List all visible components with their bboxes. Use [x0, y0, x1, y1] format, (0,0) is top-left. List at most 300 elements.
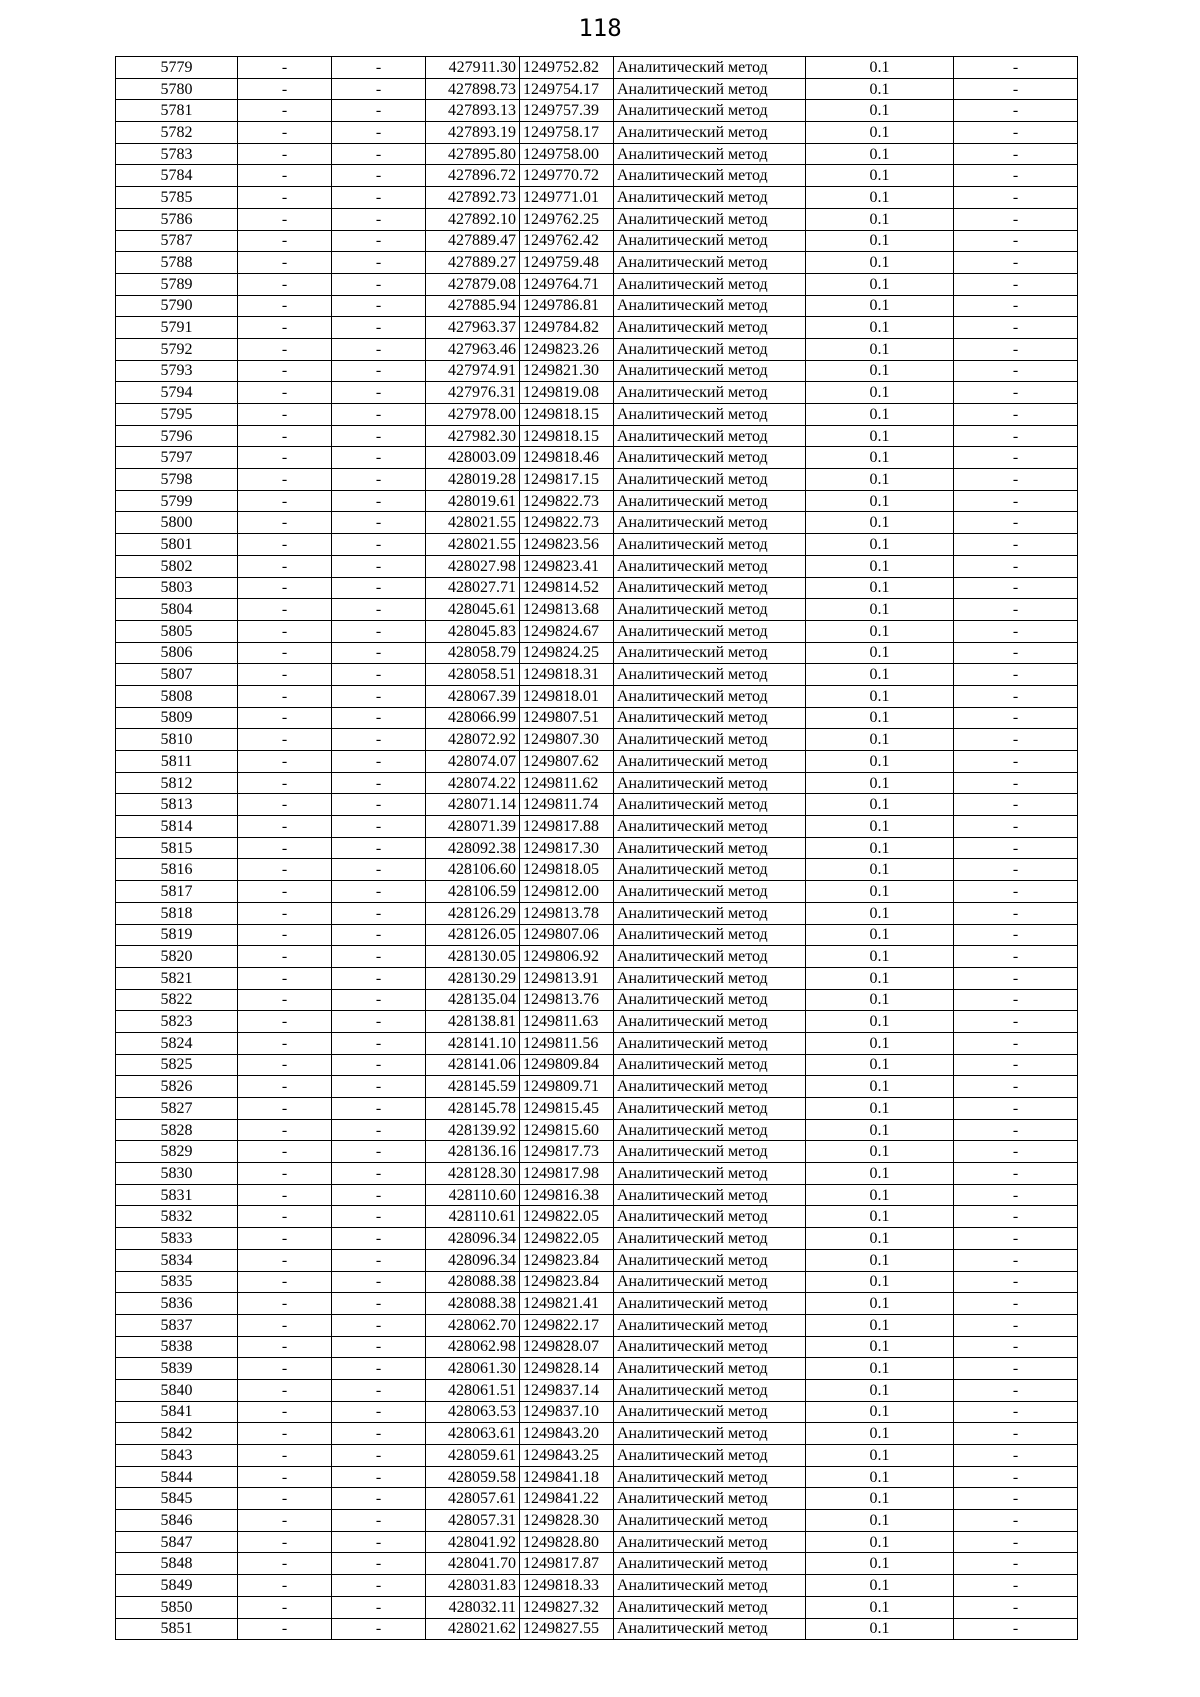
accuracy-cell: 0.1 — [806, 881, 954, 903]
dash-cell: - — [238, 1206, 332, 1228]
table-row — [116, 360, 1078, 382]
accuracy-cell: 0.1 — [806, 577, 954, 599]
y-coordinate-cell: 1249758.00 — [520, 143, 614, 165]
y-coordinate-cell: 1249828.14 — [520, 1358, 614, 1380]
dash-cell: - — [332, 100, 426, 122]
accuracy-cell: 0.1 — [806, 816, 954, 838]
point-number-cell: 5780 — [116, 78, 238, 100]
dash-cell: - — [954, 1358, 1078, 1380]
dash-cell: - — [238, 1596, 332, 1618]
method-cell: Аналитический метод — [614, 165, 806, 187]
dash-cell: - — [238, 1314, 332, 1336]
point-number-cell: 5785 — [116, 187, 238, 209]
dash-cell: - — [332, 1293, 426, 1315]
method-cell: Аналитический метод — [614, 577, 806, 599]
x-coordinate-cell: 428106.60 — [426, 859, 520, 881]
y-coordinate-cell: 1249807.62 — [520, 751, 614, 773]
table-row — [116, 881, 1078, 903]
x-coordinate-cell: 428059.58 — [426, 1466, 520, 1488]
dash-cell: - — [332, 1401, 426, 1423]
method-cell: Аналитический метод — [614, 1314, 806, 1336]
table-row — [116, 1314, 1078, 1336]
method-cell: Аналитический метод — [614, 1206, 806, 1228]
method-cell: Аналитический метод — [614, 946, 806, 968]
table-row — [116, 1445, 1078, 1467]
dash-cell: - — [332, 881, 426, 903]
dash-cell: - — [332, 1184, 426, 1206]
coordinates-table — [115, 56, 1078, 1640]
dash-cell: - — [954, 1206, 1078, 1228]
method-cell: Аналитический метод — [614, 1011, 806, 1033]
dash-cell: - — [238, 360, 332, 382]
point-number-cell: 5824 — [116, 1032, 238, 1054]
x-coordinate-cell: 428145.59 — [426, 1076, 520, 1098]
table-row — [116, 1358, 1078, 1380]
dash-cell: - — [954, 642, 1078, 664]
method-cell: Аналитический метод — [614, 837, 806, 859]
point-number-cell: 5786 — [116, 208, 238, 230]
table-row — [116, 1466, 1078, 1488]
accuracy-cell: 0.1 — [806, 1553, 954, 1575]
accuracy-cell: 0.1 — [806, 57, 954, 79]
dash-cell: - — [238, 143, 332, 165]
point-number-cell: 5797 — [116, 447, 238, 469]
table-row — [116, 1249, 1078, 1271]
method-cell: Аналитический метод — [614, 100, 806, 122]
point-number-cell: 5808 — [116, 685, 238, 707]
dash-cell: - — [954, 881, 1078, 903]
y-coordinate-cell: 1249817.73 — [520, 1141, 614, 1163]
accuracy-cell: 0.1 — [806, 1423, 954, 1445]
accuracy-cell: 0.1 — [806, 165, 954, 187]
point-number-cell: 5810 — [116, 729, 238, 751]
accuracy-cell: 0.1 — [806, 252, 954, 274]
dash-cell: - — [238, 967, 332, 989]
dash-cell: - — [332, 1141, 426, 1163]
table-row — [116, 122, 1078, 144]
dash-cell: - — [332, 816, 426, 838]
accuracy-cell: 0.1 — [806, 1271, 954, 1293]
method-cell: Аналитический метод — [614, 664, 806, 686]
dash-cell: - — [238, 57, 332, 79]
dash-cell: - — [332, 1510, 426, 1532]
y-coordinate-cell: 1249823.26 — [520, 338, 614, 360]
table-row — [116, 1336, 1078, 1358]
point-number-cell: 5788 — [116, 252, 238, 274]
dash-cell: - — [332, 1249, 426, 1271]
dash-cell: - — [954, 1401, 1078, 1423]
method-cell: Аналитический метод — [614, 1423, 806, 1445]
table-row — [116, 707, 1078, 729]
x-coordinate-cell: 428041.92 — [426, 1531, 520, 1553]
dash-cell: - — [332, 577, 426, 599]
table-row — [116, 642, 1078, 664]
method-cell: Аналитический метод — [614, 273, 806, 295]
x-coordinate-cell: 428138.81 — [426, 1011, 520, 1033]
method-cell: Аналитический метод — [614, 230, 806, 252]
x-coordinate-cell: 428136.16 — [426, 1141, 520, 1163]
y-coordinate-cell: 1249807.06 — [520, 924, 614, 946]
table-row — [116, 447, 1078, 469]
dash-cell: - — [954, 989, 1078, 1011]
point-number-cell: 5820 — [116, 946, 238, 968]
dash-cell: - — [238, 1228, 332, 1250]
method-cell: Аналитический метод — [614, 1618, 806, 1640]
point-number-cell: 5844 — [116, 1466, 238, 1488]
accuracy-cell: 0.1 — [806, 382, 954, 404]
dash-cell: - — [954, 469, 1078, 491]
accuracy-cell: 0.1 — [806, 1163, 954, 1185]
method-cell: Аналитический метод — [614, 143, 806, 165]
table-row — [116, 1488, 1078, 1510]
dash-cell: - — [954, 967, 1078, 989]
dash-cell: - — [954, 382, 1078, 404]
x-coordinate-cell: 428071.39 — [426, 816, 520, 838]
y-coordinate-cell: 1249811.56 — [520, 1032, 614, 1054]
method-cell: Аналитический метод — [614, 1076, 806, 1098]
dash-cell: - — [954, 1575, 1078, 1597]
table-row — [116, 469, 1078, 491]
method-cell: Аналитический метод — [614, 1488, 806, 1510]
point-number-cell: 5815 — [116, 837, 238, 859]
point-number-cell: 5801 — [116, 534, 238, 556]
dash-cell: - — [954, 1249, 1078, 1271]
dash-cell: - — [238, 664, 332, 686]
y-coordinate-cell: 1249758.17 — [520, 122, 614, 144]
method-cell: Аналитический метод — [614, 707, 806, 729]
accuracy-cell: 0.1 — [806, 1510, 954, 1532]
point-number-cell: 5827 — [116, 1098, 238, 1120]
accuracy-cell: 0.1 — [806, 425, 954, 447]
table-row — [116, 1531, 1078, 1553]
dash-cell: - — [238, 425, 332, 447]
dash-cell: - — [332, 122, 426, 144]
accuracy-cell: 0.1 — [806, 1336, 954, 1358]
dash-cell: - — [332, 772, 426, 794]
table-row — [116, 1163, 1078, 1185]
dash-cell: - — [954, 1076, 1078, 1098]
method-cell: Аналитический метод — [614, 490, 806, 512]
table-row — [116, 620, 1078, 642]
dash-cell: - — [238, 165, 332, 187]
dash-cell: - — [238, 816, 332, 838]
dash-cell: - — [238, 1271, 332, 1293]
y-coordinate-cell: 1249784.82 — [520, 317, 614, 339]
dash-cell: - — [954, 512, 1078, 534]
x-coordinate-cell: 427911.30 — [426, 57, 520, 79]
method-cell: Аналитический метод — [614, 1401, 806, 1423]
dash-cell: - — [332, 1488, 426, 1510]
dash-cell: - — [332, 1119, 426, 1141]
y-coordinate-cell: 1249816.38 — [520, 1184, 614, 1206]
point-number-cell: 5817 — [116, 881, 238, 903]
dash-cell: - — [332, 1054, 426, 1076]
dash-cell: - — [332, 187, 426, 209]
x-coordinate-cell: 428130.05 — [426, 946, 520, 968]
table-row — [116, 404, 1078, 426]
accuracy-cell: 0.1 — [806, 989, 954, 1011]
accuracy-cell: 0.1 — [806, 1596, 954, 1618]
y-coordinate-cell: 1249770.72 — [520, 165, 614, 187]
accuracy-cell: 0.1 — [806, 273, 954, 295]
x-coordinate-cell: 428058.51 — [426, 664, 520, 686]
y-coordinate-cell: 1249828.07 — [520, 1336, 614, 1358]
table-row — [116, 512, 1078, 534]
dash-cell: - — [332, 1076, 426, 1098]
y-coordinate-cell: 1249762.42 — [520, 230, 614, 252]
accuracy-cell: 0.1 — [806, 1445, 954, 1467]
x-coordinate-cell: 427892.73 — [426, 187, 520, 209]
method-cell: Аналитический метод — [614, 360, 806, 382]
dash-cell: - — [954, 555, 1078, 577]
dash-cell: - — [332, 555, 426, 577]
accuracy-cell: 0.1 — [806, 534, 954, 556]
dash-cell: - — [954, 1531, 1078, 1553]
dash-cell: - — [332, 534, 426, 556]
method-cell: Аналитический метод — [614, 1184, 806, 1206]
x-coordinate-cell: 427976.31 — [426, 382, 520, 404]
method-cell: Аналитический метод — [614, 1379, 806, 1401]
point-number-cell: 5843 — [116, 1445, 238, 1467]
dash-cell: - — [954, 490, 1078, 512]
method-cell: Аналитический метод — [614, 902, 806, 924]
table-row — [116, 1098, 1078, 1120]
accuracy-cell: 0.1 — [806, 729, 954, 751]
dash-cell: - — [238, 620, 332, 642]
x-coordinate-cell: 427889.27 — [426, 252, 520, 274]
accuracy-cell: 0.1 — [806, 230, 954, 252]
point-number-cell: 5796 — [116, 425, 238, 447]
dash-cell: - — [954, 707, 1078, 729]
point-number-cell: 5803 — [116, 577, 238, 599]
accuracy-cell: 0.1 — [806, 122, 954, 144]
table-row — [116, 1575, 1078, 1597]
dash-cell: - — [954, 1119, 1078, 1141]
x-coordinate-cell: 428074.22 — [426, 772, 520, 794]
dash-cell: - — [954, 78, 1078, 100]
point-number-cell: 5837 — [116, 1314, 238, 1336]
y-coordinate-cell: 1249817.15 — [520, 469, 614, 491]
x-coordinate-cell: 428062.98 — [426, 1336, 520, 1358]
accuracy-cell: 0.1 — [806, 143, 954, 165]
dash-cell: - — [332, 664, 426, 686]
dash-cell: - — [238, 881, 332, 903]
dash-cell: - — [332, 447, 426, 469]
dash-cell: - — [954, 1618, 1078, 1640]
method-cell: Аналитический метод — [614, 816, 806, 838]
dash-cell: - — [954, 122, 1078, 144]
dash-cell: - — [332, 707, 426, 729]
point-number-cell: 5826 — [116, 1076, 238, 1098]
accuracy-cell: 0.1 — [806, 1314, 954, 1336]
point-number-cell: 5802 — [116, 555, 238, 577]
table-row — [116, 534, 1078, 556]
dash-cell: - — [954, 1228, 1078, 1250]
table-row — [116, 78, 1078, 100]
method-cell: Аналитический метод — [614, 512, 806, 534]
table-row — [116, 664, 1078, 686]
table-row — [116, 946, 1078, 968]
dash-cell: - — [238, 837, 332, 859]
accuracy-cell: 0.1 — [806, 967, 954, 989]
dash-cell: - — [238, 490, 332, 512]
method-cell: Аналитический метод — [614, 794, 806, 816]
accuracy-cell: 0.1 — [806, 1575, 954, 1597]
y-coordinate-cell: 1249822.05 — [520, 1206, 614, 1228]
dash-cell: - — [238, 382, 332, 404]
dash-cell: - — [332, 382, 426, 404]
dash-cell: - — [238, 729, 332, 751]
table-row — [116, 1618, 1078, 1640]
dash-cell: - — [332, 273, 426, 295]
method-cell: Аналитический метод — [614, 1098, 806, 1120]
x-coordinate-cell: 427974.91 — [426, 360, 520, 382]
dash-cell: - — [332, 1531, 426, 1553]
dash-cell: - — [238, 317, 332, 339]
dash-cell: - — [954, 1596, 1078, 1618]
table-row — [116, 1401, 1078, 1423]
point-number-cell: 5809 — [116, 707, 238, 729]
table-row — [116, 967, 1078, 989]
accuracy-cell: 0.1 — [806, 946, 954, 968]
dash-cell: - — [238, 1488, 332, 1510]
x-coordinate-cell: 427898.73 — [426, 78, 520, 100]
accuracy-cell: 0.1 — [806, 1119, 954, 1141]
point-number-cell: 5829 — [116, 1141, 238, 1163]
y-coordinate-cell: 1249822.05 — [520, 1228, 614, 1250]
point-number-cell: 5819 — [116, 924, 238, 946]
y-coordinate-cell: 1249824.67 — [520, 620, 614, 642]
dash-cell: - — [332, 1358, 426, 1380]
dash-cell: - — [238, 685, 332, 707]
dash-cell: - — [332, 1163, 426, 1185]
dash-cell: - — [954, 1336, 1078, 1358]
point-number-cell: 5812 — [116, 772, 238, 794]
point-number-cell: 5818 — [116, 902, 238, 924]
accuracy-cell: 0.1 — [806, 924, 954, 946]
y-coordinate-cell: 1249823.56 — [520, 534, 614, 556]
dash-cell: - — [332, 685, 426, 707]
y-coordinate-cell: 1249818.01 — [520, 685, 614, 707]
accuracy-cell: 0.1 — [806, 512, 954, 534]
accuracy-cell: 0.1 — [806, 642, 954, 664]
dash-cell: - — [238, 338, 332, 360]
point-number-cell: 5816 — [116, 859, 238, 881]
y-coordinate-cell: 1249823.41 — [520, 555, 614, 577]
table-row — [116, 490, 1078, 512]
dash-cell: - — [954, 360, 1078, 382]
dash-cell: - — [332, 729, 426, 751]
dash-cell: - — [332, 317, 426, 339]
accuracy-cell: 0.1 — [806, 1379, 954, 1401]
x-coordinate-cell: 428067.39 — [426, 685, 520, 707]
dash-cell: - — [954, 772, 1078, 794]
y-coordinate-cell: 1249843.25 — [520, 1445, 614, 1467]
dash-cell: - — [238, 1510, 332, 1532]
accuracy-cell: 0.1 — [806, 490, 954, 512]
table-row — [116, 1423, 1078, 1445]
table-row — [116, 1119, 1078, 1141]
method-cell: Аналитический метод — [614, 620, 806, 642]
dash-cell: - — [238, 1098, 332, 1120]
y-coordinate-cell: 1249762.25 — [520, 208, 614, 230]
dash-cell: - — [332, 165, 426, 187]
x-coordinate-cell: 427879.08 — [426, 273, 520, 295]
dash-cell: - — [954, 664, 1078, 686]
x-coordinate-cell: 428071.14 — [426, 794, 520, 816]
y-coordinate-cell: 1249843.20 — [520, 1423, 614, 1445]
method-cell: Аналитический метод — [614, 1141, 806, 1163]
accuracy-cell: 0.1 — [806, 1531, 954, 1553]
method-cell: Аналитический метод — [614, 252, 806, 274]
point-number-cell: 5842 — [116, 1423, 238, 1445]
method-cell: Аналитический метод — [614, 924, 806, 946]
dash-cell: - — [238, 1184, 332, 1206]
method-cell: Аналитический метод — [614, 1032, 806, 1054]
dash-cell: - — [332, 512, 426, 534]
accuracy-cell: 0.1 — [806, 1076, 954, 1098]
dash-cell: - — [954, 1445, 1078, 1467]
x-coordinate-cell: 427982.30 — [426, 425, 520, 447]
accuracy-cell: 0.1 — [806, 1228, 954, 1250]
method-cell: Аналитический метод — [614, 1553, 806, 1575]
method-cell: Аналитический метод — [614, 338, 806, 360]
y-coordinate-cell: 1249813.91 — [520, 967, 614, 989]
point-number-cell: 5783 — [116, 143, 238, 165]
accuracy-cell: 0.1 — [806, 599, 954, 621]
dash-cell: - — [238, 534, 332, 556]
dash-cell: - — [332, 1466, 426, 1488]
y-coordinate-cell: 1249837.10 — [520, 1401, 614, 1423]
dash-cell: - — [332, 902, 426, 924]
point-number-cell: 5789 — [116, 273, 238, 295]
table-row — [116, 1054, 1078, 1076]
accuracy-cell: 0.1 — [806, 469, 954, 491]
point-number-cell: 5800 — [116, 512, 238, 534]
method-cell: Аналитический метод — [614, 1510, 806, 1532]
dash-cell: - — [954, 685, 1078, 707]
x-coordinate-cell: 428057.31 — [426, 1510, 520, 1532]
dash-cell: - — [332, 1379, 426, 1401]
dash-cell: - — [238, 1445, 332, 1467]
dash-cell: - — [238, 100, 332, 122]
point-number-cell: 5831 — [116, 1184, 238, 1206]
table-row — [116, 1206, 1078, 1228]
x-coordinate-cell: 427963.46 — [426, 338, 520, 360]
y-coordinate-cell: 1249821.30 — [520, 360, 614, 382]
dash-cell: - — [238, 252, 332, 274]
point-number-cell: 5846 — [116, 1510, 238, 1532]
dash-cell: - — [332, 642, 426, 664]
dash-cell: - — [954, 295, 1078, 317]
point-number-cell: 5821 — [116, 967, 238, 989]
dash-cell: - — [238, 707, 332, 729]
x-coordinate-cell: 428032.11 — [426, 1596, 520, 1618]
table-row — [116, 1379, 1078, 1401]
table-row — [116, 837, 1078, 859]
y-coordinate-cell: 1249818.15 — [520, 425, 614, 447]
table-row — [116, 1141, 1078, 1163]
x-coordinate-cell: 428027.98 — [426, 555, 520, 577]
x-coordinate-cell: 428139.92 — [426, 1119, 520, 1141]
accuracy-cell: 0.1 — [806, 1401, 954, 1423]
accuracy-cell: 0.1 — [806, 1098, 954, 1120]
method-cell: Аналитический метод — [614, 534, 806, 556]
dash-cell: - — [238, 122, 332, 144]
dash-cell: - — [332, 1314, 426, 1336]
table-row — [116, 555, 1078, 577]
y-coordinate-cell: 1249764.71 — [520, 273, 614, 295]
